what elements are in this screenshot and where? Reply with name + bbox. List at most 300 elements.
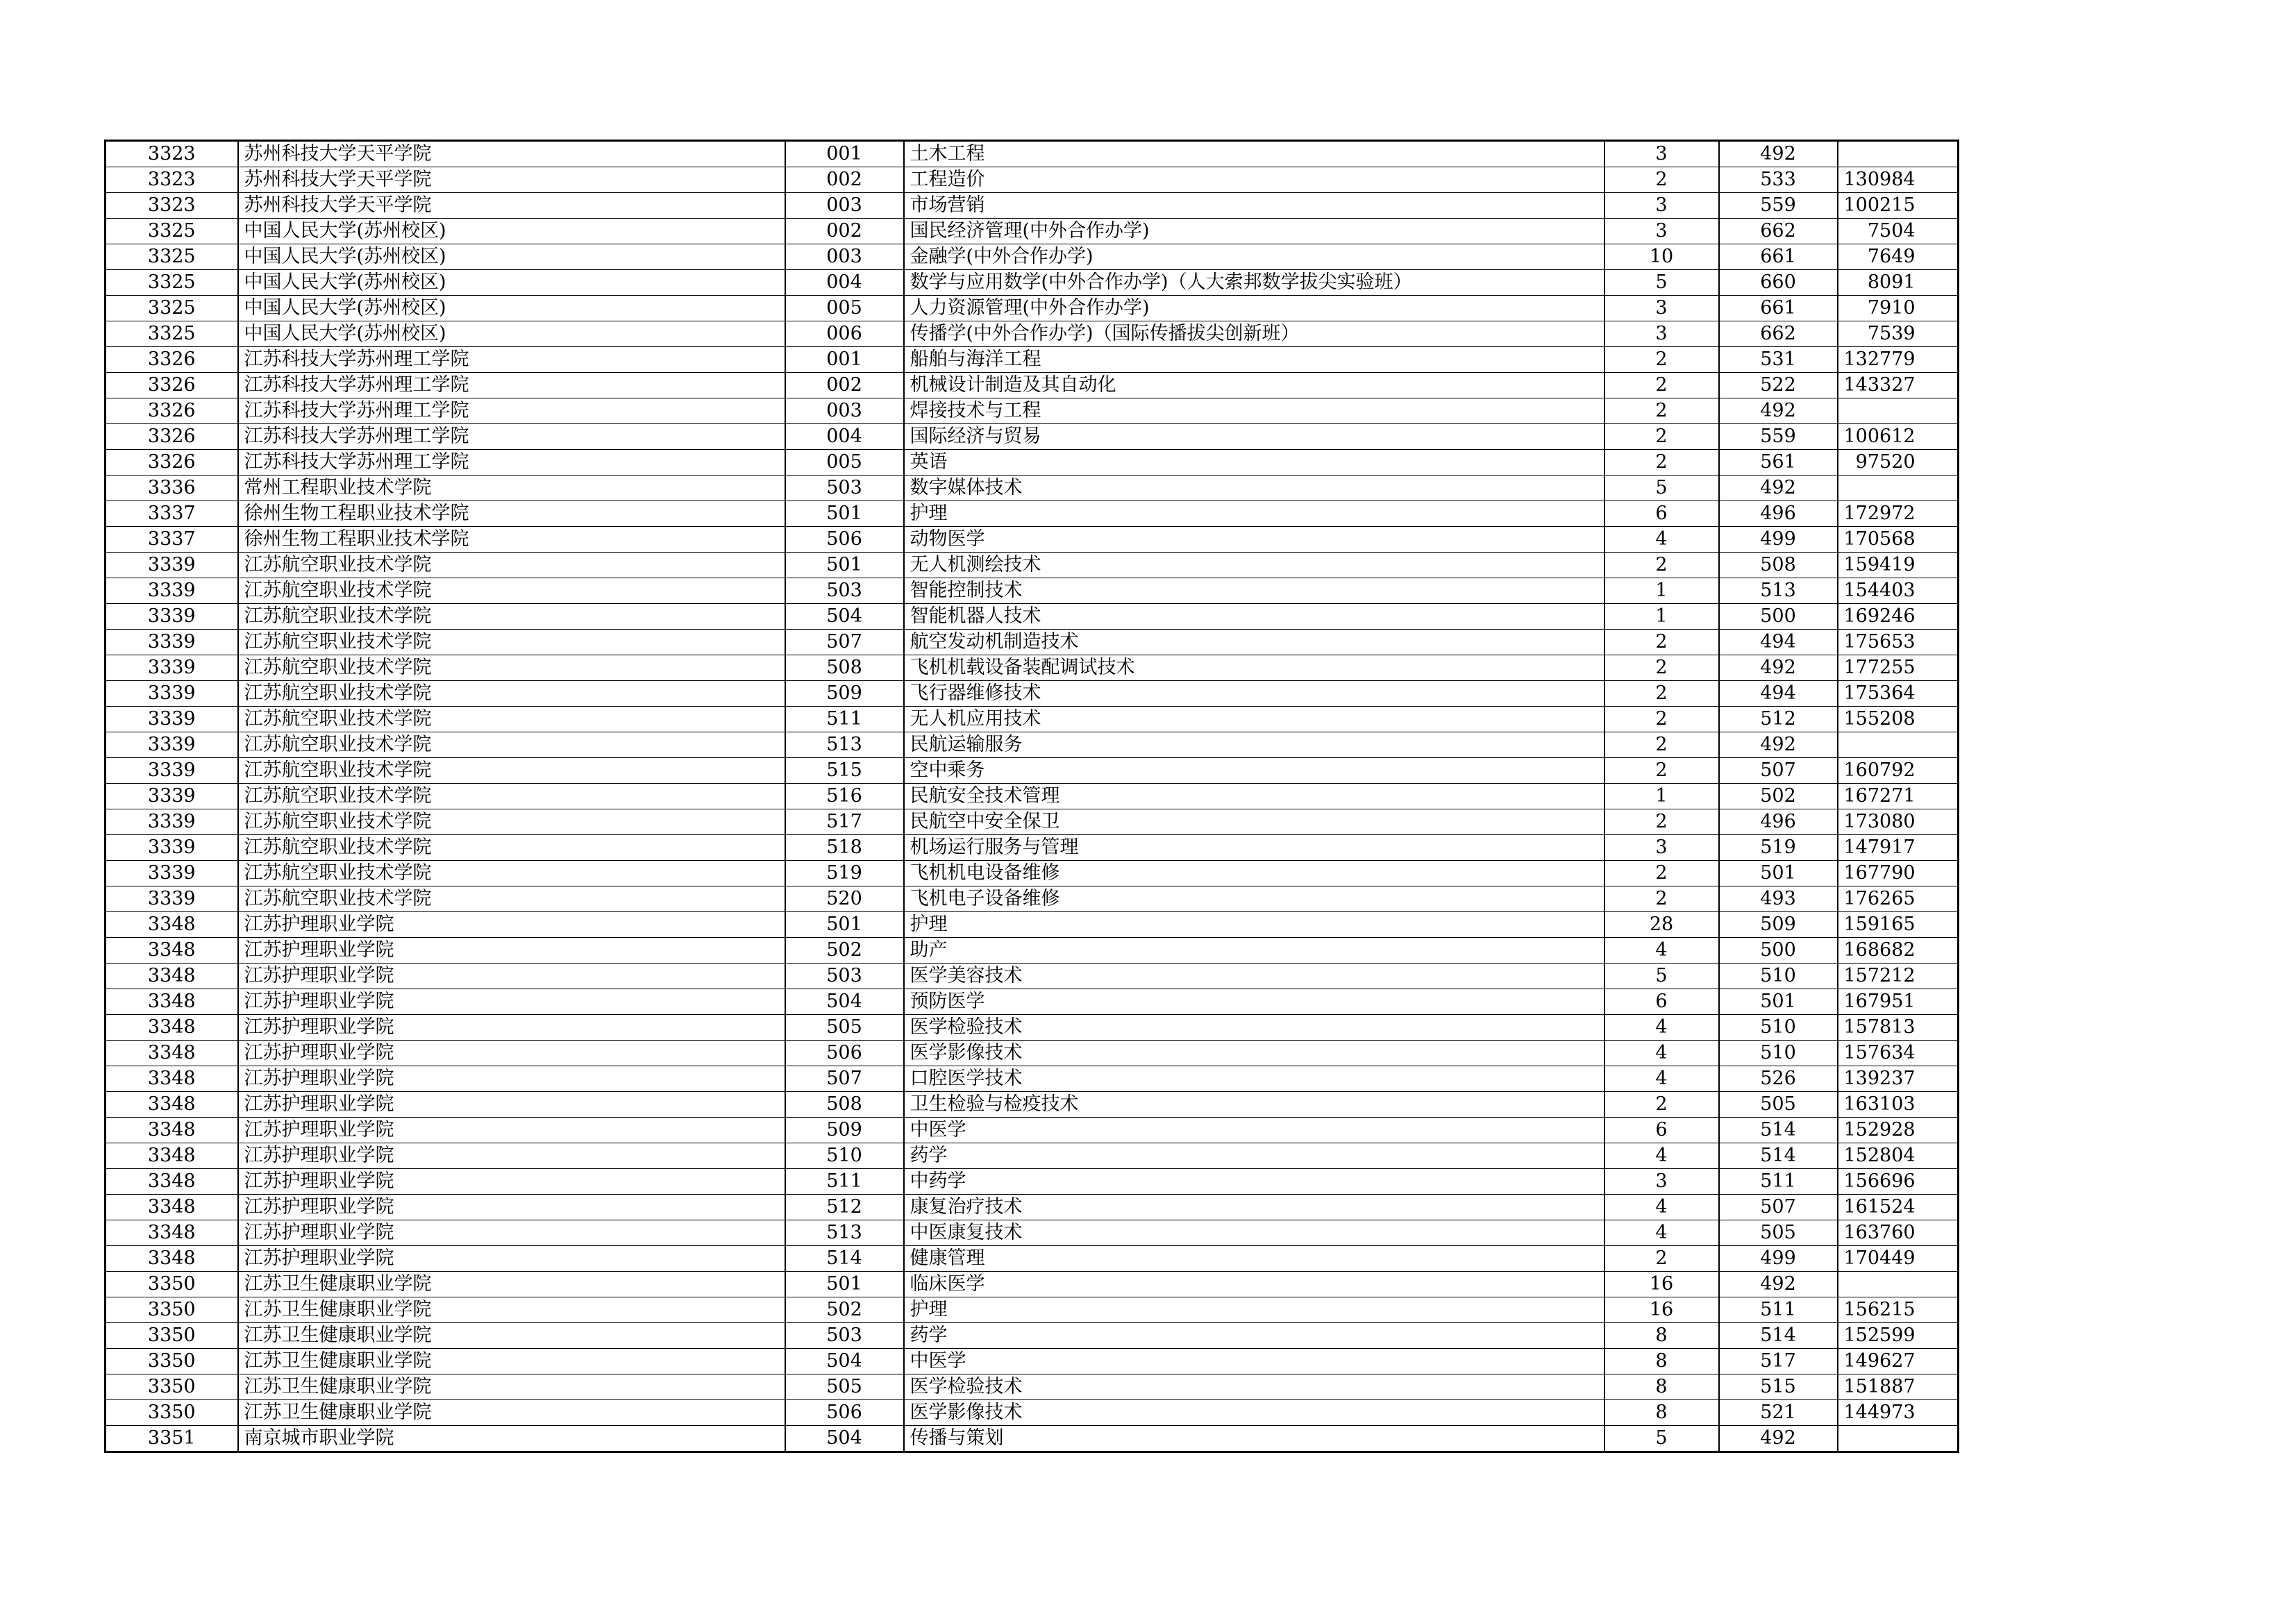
min-score-cell: 499 bbox=[1719, 527, 1838, 553]
min-rank-cell: 139237 bbox=[1838, 1066, 1959, 1092]
plan-count-cell: 2 bbox=[1604, 809, 1719, 835]
table-row bbox=[106, 219, 1959, 244]
min-score-cell: 514 bbox=[1719, 1323, 1838, 1349]
min-score-cell: 661 bbox=[1719, 296, 1838, 321]
major-code-cell: 504 bbox=[785, 1349, 904, 1374]
major-name-cell: 无人机测绘技术 bbox=[904, 553, 1604, 578]
major-code-cell: 509 bbox=[785, 1118, 904, 1143]
min-score-cell: 660 bbox=[1719, 270, 1838, 296]
major-code-cell: 504 bbox=[785, 604, 904, 630]
school-code-cell: 3339 bbox=[106, 809, 238, 835]
min-rank-cell: 177255 bbox=[1838, 655, 1959, 681]
min-rank-cell: 8091 bbox=[1838, 270, 1959, 296]
plan-count-cell: 6 bbox=[1604, 1118, 1719, 1143]
school-code-cell: 3339 bbox=[106, 553, 238, 578]
min-rank-cell: 163760 bbox=[1838, 1220, 1959, 1246]
plan-count-cell: 8 bbox=[1604, 1374, 1719, 1400]
min-rank-cell: 155208 bbox=[1838, 707, 1959, 732]
school-code-cell: 3325 bbox=[106, 219, 238, 244]
table-row bbox=[106, 1092, 1959, 1118]
min-score-cell: 559 bbox=[1719, 193, 1838, 219]
school-code-cell: 3351 bbox=[106, 1426, 238, 1452]
min-score-cell: 492 bbox=[1719, 476, 1838, 501]
table-row bbox=[106, 1220, 1959, 1246]
min-score-cell: 521 bbox=[1719, 1400, 1838, 1426]
major-name-cell: 飞行器维修技术 bbox=[904, 681, 1604, 707]
school-name-cell: 江苏护理职业学院 bbox=[238, 1118, 785, 1143]
school-code-cell: 3337 bbox=[106, 501, 238, 527]
table-row bbox=[106, 270, 1959, 296]
school-code-cell: 3337 bbox=[106, 527, 238, 553]
min-score-cell: 492 bbox=[1719, 655, 1838, 681]
major-name-cell: 传播学(中外合作办学)（国际传播拔尖创新班） bbox=[904, 321, 1604, 347]
min-rank-cell: 152599 bbox=[1838, 1323, 1959, 1349]
plan-count-cell: 4 bbox=[1604, 1015, 1719, 1041]
school-name-cell: 江苏卫生健康职业学院 bbox=[238, 1400, 785, 1426]
school-name-cell: 江苏护理职业学院 bbox=[238, 1220, 785, 1246]
school-code-cell: 3339 bbox=[106, 604, 238, 630]
major-name-cell: 数学与应用数学(中外合作办学)（人大索邦数学拔尖实验班） bbox=[904, 270, 1604, 296]
min-rank-cell: 169246 bbox=[1838, 604, 1959, 630]
major-code-cell: 520 bbox=[785, 886, 904, 912]
school-code-cell: 3350 bbox=[106, 1297, 238, 1323]
min-rank-cell: 157813 bbox=[1838, 1015, 1959, 1041]
school-code-cell: 3326 bbox=[106, 424, 238, 450]
major-code-cell: 506 bbox=[785, 1041, 904, 1066]
min-rank-cell: 167951 bbox=[1838, 989, 1959, 1015]
school-name-cell: 江苏卫生健康职业学院 bbox=[238, 1374, 785, 1400]
min-score-cell: 531 bbox=[1719, 347, 1838, 373]
plan-count-cell: 16 bbox=[1604, 1297, 1719, 1323]
min-rank-cell: 157212 bbox=[1838, 964, 1959, 989]
school-name-cell: 江苏航空职业技术学院 bbox=[238, 707, 785, 732]
major-code-cell: 513 bbox=[785, 732, 904, 758]
major-name-cell: 中医学 bbox=[904, 1349, 1604, 1374]
min-rank-cell bbox=[1838, 141, 1959, 167]
school-code-cell: 3350 bbox=[106, 1400, 238, 1426]
school-name-cell: 江苏卫生健康职业学院 bbox=[238, 1323, 785, 1349]
major-code-cell: 504 bbox=[785, 989, 904, 1015]
min-rank-cell: 7910 bbox=[1838, 296, 1959, 321]
min-rank-cell bbox=[1838, 732, 1959, 758]
plan-count-cell: 5 bbox=[1604, 1426, 1719, 1452]
school-code-cell: 3348 bbox=[106, 1195, 238, 1220]
major-name-cell: 土木工程 bbox=[904, 141, 1604, 167]
school-code-cell: 3339 bbox=[106, 835, 238, 861]
min-score-cell: 492 bbox=[1719, 1272, 1838, 1297]
table-row bbox=[106, 1349, 1959, 1374]
school-name-cell: 江苏护理职业学院 bbox=[238, 989, 785, 1015]
school-name-cell: 江苏护理职业学院 bbox=[238, 1143, 785, 1169]
min-score-cell: 493 bbox=[1719, 886, 1838, 912]
plan-count-cell: 2 bbox=[1604, 347, 1719, 373]
major-name-cell: 药学 bbox=[904, 1323, 1604, 1349]
min-score-cell: 508 bbox=[1719, 553, 1838, 578]
min-rank-cell: 132779 bbox=[1838, 347, 1959, 373]
school-code-cell: 3325 bbox=[106, 244, 238, 270]
major-name-cell: 动物医学 bbox=[904, 527, 1604, 553]
plan-count-cell: 8 bbox=[1604, 1400, 1719, 1426]
min-score-cell: 507 bbox=[1719, 1195, 1838, 1220]
min-score-cell: 510 bbox=[1719, 964, 1838, 989]
school-name-cell: 中国人民大学(苏州校区) bbox=[238, 296, 785, 321]
plan-count-cell: 2 bbox=[1604, 886, 1719, 912]
min-score-cell: 510 bbox=[1719, 1015, 1838, 1041]
min-score-cell: 517 bbox=[1719, 1349, 1838, 1374]
major-name-cell: 传播与策划 bbox=[904, 1426, 1604, 1452]
major-code-cell: 505 bbox=[785, 1374, 904, 1400]
min-score-cell: 662 bbox=[1719, 321, 1838, 347]
min-score-cell: 492 bbox=[1719, 732, 1838, 758]
table-row bbox=[106, 1400, 1959, 1426]
table-row bbox=[106, 424, 1959, 450]
min-rank-cell: 143327 bbox=[1838, 373, 1959, 398]
min-score-cell: 515 bbox=[1719, 1374, 1838, 1400]
min-rank-cell: 97520 bbox=[1838, 450, 1959, 476]
major-code-cell: 003 bbox=[785, 193, 904, 219]
school-code-cell: 3339 bbox=[106, 630, 238, 655]
min-score-cell: 533 bbox=[1719, 167, 1838, 193]
plan-count-cell: 2 bbox=[1604, 707, 1719, 732]
min-rank-cell: 159419 bbox=[1838, 553, 1959, 578]
major-code-cell: 518 bbox=[785, 835, 904, 861]
table-row bbox=[106, 604, 1959, 630]
school-code-cell: 3348 bbox=[106, 1169, 238, 1195]
major-name-cell: 机械设计制造及其自动化 bbox=[904, 373, 1604, 398]
school-name-cell: 江苏航空职业技术学院 bbox=[238, 681, 785, 707]
min-rank-cell: 170449 bbox=[1838, 1246, 1959, 1272]
school-code-cell: 3348 bbox=[106, 1092, 238, 1118]
plan-count-cell: 2 bbox=[1604, 553, 1719, 578]
table-row bbox=[106, 1374, 1959, 1400]
plan-count-cell: 2 bbox=[1604, 630, 1719, 655]
school-name-cell: 江苏航空职业技术学院 bbox=[238, 861, 785, 886]
school-code-cell: 3348 bbox=[106, 989, 238, 1015]
min-rank-cell bbox=[1838, 1426, 1959, 1452]
major-code-cell: 505 bbox=[785, 1015, 904, 1041]
table-row bbox=[106, 938, 1959, 964]
major-code-cell: 504 bbox=[785, 1426, 904, 1452]
school-name-cell: 苏州科技大学天平学院 bbox=[238, 193, 785, 219]
school-code-cell: 3326 bbox=[106, 450, 238, 476]
min-rank-cell: 7504 bbox=[1838, 219, 1959, 244]
school-name-cell: 江苏卫生健康职业学院 bbox=[238, 1297, 785, 1323]
major-name-cell: 临床医学 bbox=[904, 1272, 1604, 1297]
min-score-cell: 494 bbox=[1719, 681, 1838, 707]
school-name-cell: 江苏卫生健康职业学院 bbox=[238, 1349, 785, 1374]
plan-count-cell: 4 bbox=[1604, 527, 1719, 553]
major-code-cell: 507 bbox=[785, 1066, 904, 1092]
major-name-cell: 口腔医学技术 bbox=[904, 1066, 1604, 1092]
school-code-cell: 3350 bbox=[106, 1374, 238, 1400]
major-code-cell: 519 bbox=[785, 861, 904, 886]
school-name-cell: 江苏护理职业学院 bbox=[238, 1015, 785, 1041]
min-score-cell: 662 bbox=[1719, 219, 1838, 244]
table-row bbox=[106, 784, 1959, 809]
min-score-cell: 514 bbox=[1719, 1143, 1838, 1169]
min-rank-cell: 163103 bbox=[1838, 1092, 1959, 1118]
table-row bbox=[106, 707, 1959, 732]
min-rank-cell: 152928 bbox=[1838, 1118, 1959, 1143]
table-row bbox=[106, 476, 1959, 501]
table-row bbox=[106, 450, 1959, 476]
major-name-cell: 中医学 bbox=[904, 1118, 1604, 1143]
plan-count-cell: 5 bbox=[1604, 964, 1719, 989]
major-name-cell: 英语 bbox=[904, 450, 1604, 476]
min-score-cell: 505 bbox=[1719, 1220, 1838, 1246]
major-name-cell: 智能控制技术 bbox=[904, 578, 1604, 604]
min-rank-cell: 154403 bbox=[1838, 578, 1959, 604]
min-rank-cell: 156215 bbox=[1838, 1297, 1959, 1323]
min-score-cell: 514 bbox=[1719, 1118, 1838, 1143]
school-name-cell: 江苏科技大学苏州理工学院 bbox=[238, 398, 785, 424]
major-name-cell: 预防医学 bbox=[904, 989, 1604, 1015]
school-code-cell: 3325 bbox=[106, 296, 238, 321]
min-rank-cell: 167790 bbox=[1838, 861, 1959, 886]
major-code-cell: 516 bbox=[785, 784, 904, 809]
school-name-cell: 南京城市职业学院 bbox=[238, 1426, 785, 1452]
school-code-cell: 3336 bbox=[106, 476, 238, 501]
plan-count-cell: 3 bbox=[1604, 219, 1719, 244]
major-name-cell: 护理 bbox=[904, 1297, 1604, 1323]
table-row bbox=[106, 1246, 1959, 1272]
school-name-cell: 中国人民大学(苏州校区) bbox=[238, 321, 785, 347]
table-row bbox=[106, 732, 1959, 758]
min-rank-cell: 7649 bbox=[1838, 244, 1959, 270]
major-code-cell: 003 bbox=[785, 244, 904, 270]
school-name-cell: 江苏护理职业学院 bbox=[238, 1092, 785, 1118]
plan-count-cell: 2 bbox=[1604, 424, 1719, 450]
school-name-cell: 苏州科技大学天平学院 bbox=[238, 167, 785, 193]
major-code-cell: 502 bbox=[785, 938, 904, 964]
min-score-cell: 522 bbox=[1719, 373, 1838, 398]
min-score-cell: 492 bbox=[1719, 1426, 1838, 1452]
school-name-cell: 江苏护理职业学院 bbox=[238, 1246, 785, 1272]
min-rank-cell: 157634 bbox=[1838, 1041, 1959, 1066]
min-rank-cell: 147917 bbox=[1838, 835, 1959, 861]
major-name-cell: 船舶与海洋工程 bbox=[904, 347, 1604, 373]
table-row bbox=[106, 912, 1959, 938]
min-score-cell: 519 bbox=[1719, 835, 1838, 861]
major-name-cell: 民航空中安全保卫 bbox=[904, 809, 1604, 835]
min-score-cell: 492 bbox=[1719, 398, 1838, 424]
school-name-cell: 江苏科技大学苏州理工学院 bbox=[238, 424, 785, 450]
school-name-cell: 江苏航空职业技术学院 bbox=[238, 553, 785, 578]
major-name-cell: 飞机电子设备维修 bbox=[904, 886, 1604, 912]
major-name-cell: 护理 bbox=[904, 501, 1604, 527]
school-code-cell: 3348 bbox=[106, 964, 238, 989]
min-score-cell: 661 bbox=[1719, 244, 1838, 270]
major-name-cell: 飞机机电设备维修 bbox=[904, 861, 1604, 886]
table-row bbox=[106, 681, 1959, 707]
school-code-cell: 3339 bbox=[106, 758, 238, 784]
school-code-cell: 3350 bbox=[106, 1323, 238, 1349]
school-code-cell: 3348 bbox=[106, 1041, 238, 1066]
table-row bbox=[106, 141, 1959, 167]
min-rank-cell: 149627 bbox=[1838, 1349, 1959, 1374]
plan-count-cell: 3 bbox=[1604, 193, 1719, 219]
major-code-cell: 001 bbox=[785, 141, 904, 167]
min-rank-cell bbox=[1838, 398, 1959, 424]
school-code-cell: 3339 bbox=[106, 784, 238, 809]
table-row bbox=[106, 886, 1959, 912]
plan-count-cell: 28 bbox=[1604, 912, 1719, 938]
plan-count-cell: 2 bbox=[1604, 681, 1719, 707]
table-row bbox=[106, 964, 1959, 989]
admission-table bbox=[104, 140, 1959, 1453]
major-name-cell: 国际经济与贸易 bbox=[904, 424, 1604, 450]
major-name-cell: 智能机器人技术 bbox=[904, 604, 1604, 630]
table-row bbox=[106, 398, 1959, 424]
major-code-cell: 515 bbox=[785, 758, 904, 784]
major-code-cell: 511 bbox=[785, 1169, 904, 1195]
major-name-cell: 国民经济管理(中外合作办学) bbox=[904, 219, 1604, 244]
major-code-cell: 004 bbox=[785, 270, 904, 296]
school-name-cell: 江苏航空职业技术学院 bbox=[238, 732, 785, 758]
major-name-cell: 药学 bbox=[904, 1143, 1604, 1169]
school-name-cell: 江苏护理职业学院 bbox=[238, 938, 785, 964]
plan-count-cell: 2 bbox=[1604, 1092, 1719, 1118]
school-code-cell: 3339 bbox=[106, 655, 238, 681]
school-name-cell: 江苏护理职业学院 bbox=[238, 912, 785, 938]
major-code-cell: 511 bbox=[785, 707, 904, 732]
major-name-cell: 医学影像技术 bbox=[904, 1041, 1604, 1066]
table-row bbox=[106, 809, 1959, 835]
major-name-cell: 医学检验技术 bbox=[904, 1374, 1604, 1400]
plan-count-cell: 3 bbox=[1604, 1169, 1719, 1195]
table-row bbox=[106, 1015, 1959, 1041]
min-score-cell: 526 bbox=[1719, 1066, 1838, 1092]
major-name-cell: 工程造价 bbox=[904, 167, 1604, 193]
table-row bbox=[106, 527, 1959, 553]
table-row bbox=[106, 1041, 1959, 1066]
major-name-cell: 医学检验技术 bbox=[904, 1015, 1604, 1041]
major-code-cell: 005 bbox=[785, 296, 904, 321]
major-name-cell: 无人机应用技术 bbox=[904, 707, 1604, 732]
school-code-cell: 3326 bbox=[106, 373, 238, 398]
school-name-cell: 常州工程职业技术学院 bbox=[238, 476, 785, 501]
school-name-cell: 江苏航空职业技术学院 bbox=[238, 604, 785, 630]
major-name-cell: 航空发动机制造技术 bbox=[904, 630, 1604, 655]
plan-count-cell: 2 bbox=[1604, 450, 1719, 476]
plan-count-cell: 2 bbox=[1604, 732, 1719, 758]
min-rank-cell: 156696 bbox=[1838, 1169, 1959, 1195]
school-code-cell: 3326 bbox=[106, 398, 238, 424]
school-name-cell: 江苏护理职业学院 bbox=[238, 964, 785, 989]
school-name-cell: 江苏航空职业技术学院 bbox=[238, 630, 785, 655]
min-rank-cell bbox=[1838, 476, 1959, 501]
plan-count-cell: 2 bbox=[1604, 1246, 1719, 1272]
school-name-cell: 江苏航空职业技术学院 bbox=[238, 835, 785, 861]
table-row bbox=[106, 1143, 1959, 1169]
min-rank-cell: 175364 bbox=[1838, 681, 1959, 707]
school-code-cell: 3339 bbox=[106, 707, 238, 732]
plan-count-cell: 3 bbox=[1604, 141, 1719, 167]
major-name-cell: 康复治疗技术 bbox=[904, 1195, 1604, 1220]
school-name-cell: 江苏护理职业学院 bbox=[238, 1169, 785, 1195]
plan-count-cell: 6 bbox=[1604, 501, 1719, 527]
plan-count-cell: 4 bbox=[1604, 1220, 1719, 1246]
major-code-cell: 514 bbox=[785, 1246, 904, 1272]
major-code-cell: 002 bbox=[785, 373, 904, 398]
major-code-cell: 004 bbox=[785, 424, 904, 450]
school-name-cell: 江苏航空职业技术学院 bbox=[238, 655, 785, 681]
school-code-cell: 3339 bbox=[106, 578, 238, 604]
school-name-cell: 江苏航空职业技术学院 bbox=[238, 886, 785, 912]
plan-count-cell: 3 bbox=[1604, 835, 1719, 861]
major-code-cell: 002 bbox=[785, 167, 904, 193]
min-rank-cell: 160792 bbox=[1838, 758, 1959, 784]
school-name-cell: 江苏航空职业技术学院 bbox=[238, 578, 785, 604]
major-name-cell: 健康管理 bbox=[904, 1246, 1604, 1272]
table-row bbox=[106, 347, 1959, 373]
min-rank-cell: 167271 bbox=[1838, 784, 1959, 809]
major-name-cell: 中药学 bbox=[904, 1169, 1604, 1195]
school-code-cell: 3348 bbox=[106, 912, 238, 938]
table-row bbox=[106, 1426, 1959, 1452]
school-code-cell: 3339 bbox=[106, 861, 238, 886]
min-score-cell: 502 bbox=[1719, 784, 1838, 809]
major-name-cell: 数字媒体技术 bbox=[904, 476, 1604, 501]
school-name-cell: 江苏航空职业技术学院 bbox=[238, 784, 785, 809]
school-name-cell: 徐州生物工程职业技术学院 bbox=[238, 501, 785, 527]
school-code-cell: 3350 bbox=[106, 1349, 238, 1374]
school-name-cell: 江苏护理职业学院 bbox=[238, 1195, 785, 1220]
major-code-cell: 001 bbox=[785, 347, 904, 373]
table-row bbox=[106, 578, 1959, 604]
min-rank-cell: 176265 bbox=[1838, 886, 1959, 912]
min-score-cell: 510 bbox=[1719, 1041, 1838, 1066]
plan-count-cell: 3 bbox=[1604, 296, 1719, 321]
min-rank-cell: 172972 bbox=[1838, 501, 1959, 527]
min-score-cell: 511 bbox=[1719, 1169, 1838, 1195]
major-name-cell: 医学影像技术 bbox=[904, 1400, 1604, 1426]
school-code-cell: 3323 bbox=[106, 167, 238, 193]
min-rank-cell: 144973 bbox=[1838, 1400, 1959, 1426]
major-code-cell: 508 bbox=[785, 655, 904, 681]
min-rank-cell: 159165 bbox=[1838, 912, 1959, 938]
major-code-cell: 512 bbox=[785, 1195, 904, 1220]
major-code-cell: 503 bbox=[785, 578, 904, 604]
major-name-cell: 民航安全技术管理 bbox=[904, 784, 1604, 809]
table-row bbox=[106, 655, 1959, 681]
major-code-cell: 002 bbox=[785, 219, 904, 244]
min-score-cell: 559 bbox=[1719, 424, 1838, 450]
school-code-cell: 3348 bbox=[106, 1143, 238, 1169]
school-name-cell: 徐州生物工程职业技术学院 bbox=[238, 527, 785, 553]
table-row bbox=[106, 1118, 1959, 1143]
min-score-cell: 494 bbox=[1719, 630, 1838, 655]
school-code-cell: 3348 bbox=[106, 1118, 238, 1143]
table-row bbox=[106, 296, 1959, 321]
school-name-cell: 江苏航空职业技术学院 bbox=[238, 758, 785, 784]
major-code-cell: 503 bbox=[785, 964, 904, 989]
school-name-cell: 江苏护理职业学院 bbox=[238, 1066, 785, 1092]
plan-count-cell: 1 bbox=[1604, 604, 1719, 630]
school-name-cell: 江苏航空职业技术学院 bbox=[238, 809, 785, 835]
min-score-cell: 499 bbox=[1719, 1246, 1838, 1272]
major-code-cell: 003 bbox=[785, 398, 904, 424]
min-score-cell: 501 bbox=[1719, 861, 1838, 886]
min-rank-cell: 100612 bbox=[1838, 424, 1959, 450]
plan-count-cell: 2 bbox=[1604, 861, 1719, 886]
school-name-cell: 中国人民大学(苏州校区) bbox=[238, 270, 785, 296]
min-rank-cell: 161524 bbox=[1838, 1195, 1959, 1220]
school-code-cell: 3325 bbox=[106, 321, 238, 347]
min-rank-cell: 152804 bbox=[1838, 1143, 1959, 1169]
school-code-cell: 3325 bbox=[106, 270, 238, 296]
table-row bbox=[106, 758, 1959, 784]
